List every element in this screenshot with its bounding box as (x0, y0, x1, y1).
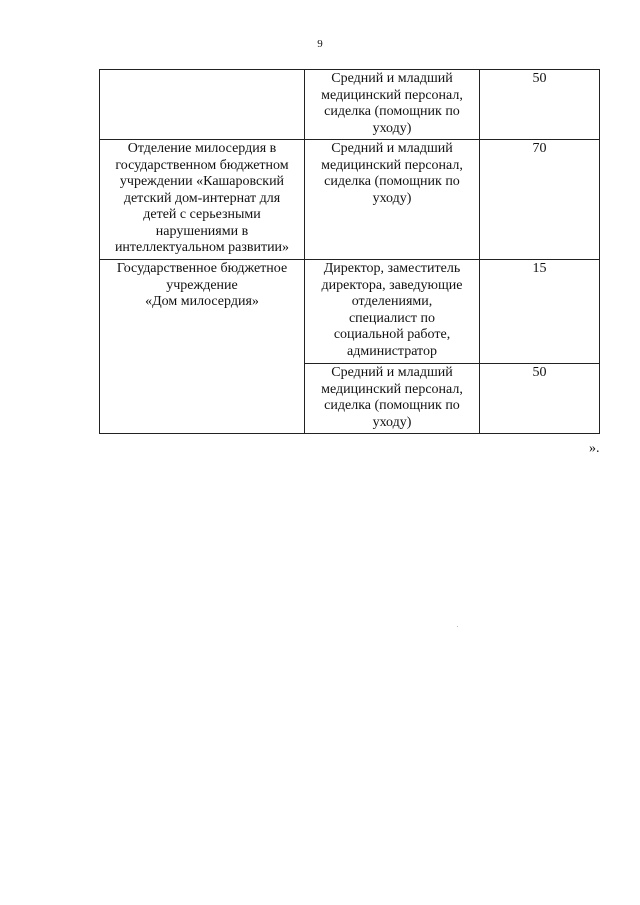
value-text: 70 (532, 141, 547, 156)
closing-quote-mark: ». (589, 441, 600, 456)
position-name: Директор, заместитель директора, заведующие отделениями, специалист по социальной работе, администратор (321, 261, 463, 359)
scan-artifact-dot (457, 626, 458, 627)
table-row (100, 260, 600, 364)
value-text: 50 (532, 71, 547, 86)
value-cell (480, 140, 600, 260)
organization-cell (100, 70, 305, 140)
table-row (100, 140, 600, 260)
position-name: Средний и младший медицинский персонал, сиделка (помощник по уходу) (321, 365, 463, 430)
value-cell (480, 364, 600, 434)
table-row (100, 70, 600, 140)
position-cell (305, 70, 480, 140)
organization-name: Отделение милосердия в государственном бюджетном учреждении «Кашаровский детский дом-интернат для детей с серьезными нарушениями в интеллектуальном развитии» (114, 141, 290, 255)
position-cell (305, 260, 480, 364)
organization-cell (100, 260, 305, 434)
organization-name: Государственное бюджетное учреждение «Дом милосердия» (116, 261, 288, 309)
value-cell (480, 260, 600, 364)
staffing-table (99, 69, 600, 434)
value-text: 15 (532, 261, 547, 276)
position-name: Средний и младший медицинский персонал, сиделка (помощник по уходу) (321, 71, 463, 136)
position-name: Средний и младший медицинский персонал, сиделка (помощник по уходу) (321, 141, 463, 206)
value-text: 50 (532, 365, 547, 380)
value-cell (480, 70, 600, 140)
organization-cell (100, 140, 305, 260)
position-cell (305, 140, 480, 260)
page-number: 9 (317, 38, 323, 50)
position-cell (305, 364, 480, 434)
